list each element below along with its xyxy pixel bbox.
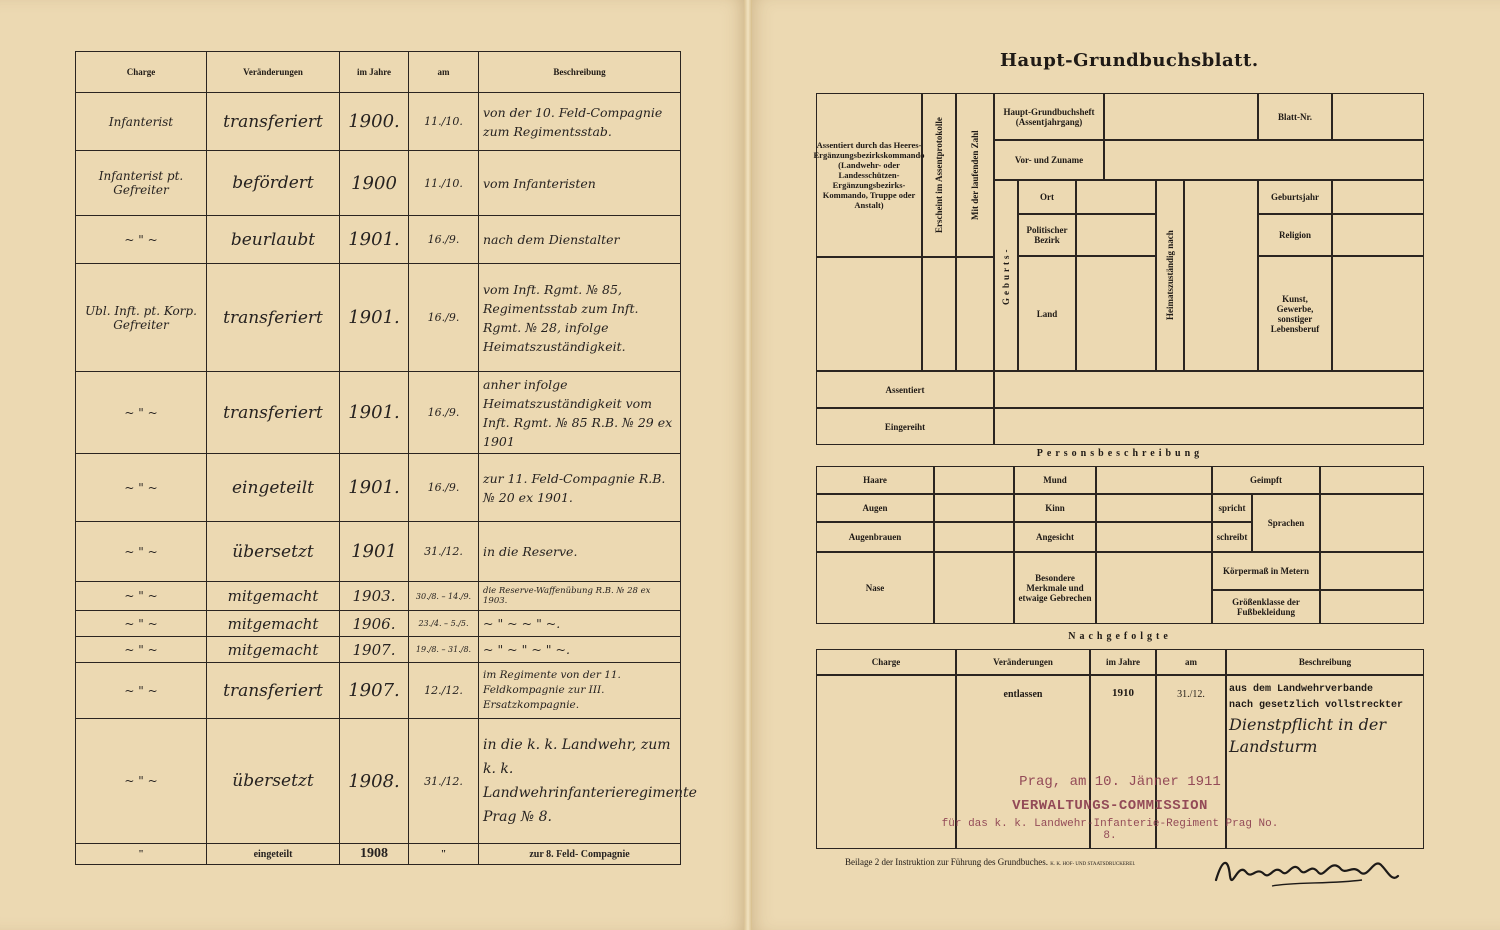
augen-label: Augen — [816, 494, 934, 522]
cell-description: zur 8. Feld- Compagnie — [479, 844, 681, 865]
augenbrauen-label: Augenbrauen — [816, 522, 934, 552]
cell-charge: ~ " ~ — [76, 611, 207, 637]
hauptgrundbuchsheft-value — [1104, 93, 1258, 140]
cell-description: nach dem Dienstalter — [479, 216, 681, 264]
angesicht-value — [1096, 522, 1212, 552]
follow-header-year: im Jahre — [1090, 649, 1156, 675]
cell-change: mitgemacht — [207, 582, 340, 611]
cell-date: 16./9. — [409, 264, 479, 372]
assentiert-label: Assentiert — [816, 371, 994, 408]
land-label: Land — [1018, 256, 1076, 371]
kinn-value — [1096, 494, 1212, 522]
cell-change: eingeteilt — [207, 844, 340, 865]
cell-change: übersetzt — [207, 719, 340, 844]
cell-date: 23./4. – 5./5. — [409, 611, 479, 637]
nase-label: Nase — [816, 552, 934, 624]
assentiert-durch-label: Assentiert durch das Heeres-Ergänzungsbezirkskommando (Landwehr- oder Landesschützen-Ergänzungsbezirks-Kommando, Truppe oder Anstalt) — [816, 93, 922, 257]
eingereiht-label: Eingereiht — [816, 408, 994, 445]
table-row — [76, 844, 681, 865]
cell-year: 1901. — [340, 454, 409, 522]
cell-change: übersetzt — [207, 522, 340, 582]
blatt-nr-value — [1332, 93, 1424, 140]
cell-date: 11./10. — [409, 151, 479, 216]
header-year: im Jahre — [340, 52, 409, 93]
cell-year: 1903. — [340, 582, 409, 611]
augen-value — [934, 494, 1014, 522]
eingereiht-value — [994, 408, 1424, 445]
politischer-bezirk-label: Politischer Bezirk — [1018, 214, 1076, 256]
table-row — [76, 663, 681, 719]
cell-year: 1901. — [340, 216, 409, 264]
cell-description: anher infolge Heimatszuständigkeit vom Inft. Rgmt. № 85 R.B. № 29 ex 1901 — [479, 372, 681, 454]
cell-year: 1900 — [340, 151, 409, 216]
geimpft-value — [1320, 466, 1424, 494]
laufende-zahl-value — [956, 257, 994, 371]
follow-cell-year: 1910 — [1090, 675, 1156, 849]
follow-cell-date: 31./12. — [1156, 675, 1226, 849]
table-header-row — [76, 52, 681, 93]
beruf-label: Kunst, Gewerbe, sonstiger Lebensberuf — [1258, 256, 1332, 371]
koerpermass-value — [1320, 552, 1424, 590]
augenbrauen-value — [934, 522, 1014, 552]
table-row — [76, 637, 681, 663]
merkmale-value — [1096, 552, 1212, 624]
groessenklasse-label: Größenklasse der Fußbekleidung — [1212, 590, 1320, 624]
cell-date: 30./8. – 14./9. — [409, 582, 479, 611]
cell-description: zur 11. Feld-Compagnie R.B. № 20 ex 1901. — [479, 454, 681, 522]
cell-charge: Ubl. Inft. pt. Korp. Gefreiter — [76, 264, 207, 372]
header-date: am — [409, 52, 479, 93]
header-charge: Charge — [76, 52, 207, 93]
follow-header-changes: Veränderungen — [956, 649, 1090, 675]
cell-date: 16./9. — [409, 454, 479, 522]
ort-label: Ort — [1018, 180, 1076, 214]
cell-date: 31./12. — [409, 522, 479, 582]
cell-year: 1907. — [340, 663, 409, 719]
assentiert-durch-value — [816, 257, 922, 371]
nachgefolgte-heading: Nachgefolgte — [1068, 631, 1172, 642]
cell-charge: ~ " ~ — [76, 719, 207, 844]
form-footer — [845, 857, 1135, 867]
cell-charge: ~ " ~ — [76, 522, 207, 582]
follow-desc-line: aus dem Landwehrverbande — [1229, 684, 1374, 695]
cell-year: 1907. — [340, 637, 409, 663]
cell-year: 1900. — [340, 93, 409, 151]
koerpermass-label: Körpermaß in Metern — [1212, 552, 1320, 590]
cell-date: 19./8. – 31./8. — [409, 637, 479, 663]
cell-charge: ~ " ~ — [76, 582, 207, 611]
kinn-label: Kinn — [1014, 494, 1096, 522]
follow-header-charge: Charge — [816, 649, 956, 675]
name-label: Vor- und Zuname — [994, 140, 1104, 180]
cell-description: im Regimente von der 11. Feldkompagnie zur III. Ersatzkompagnie. — [479, 663, 681, 719]
cell-year: 1901. — [340, 372, 409, 454]
form-title: Haupt-Grundbuchsblatt. — [1000, 50, 1259, 71]
follow-desc-line: Dienstpflicht in der — [1229, 715, 1387, 734]
geimpft-label: Geimpft — [1212, 466, 1320, 494]
sprachen-label: Sprachen — [1252, 494, 1320, 552]
cell-year: 1901 — [340, 522, 409, 582]
cell-charge: " — [76, 844, 207, 865]
cell-date: 16./9. — [409, 216, 479, 264]
cell-charge: ~ " ~ — [76, 637, 207, 663]
table-row — [76, 216, 681, 264]
table-row — [76, 372, 681, 454]
page-fold — [744, 0, 752, 930]
blatt-nr-label: Blatt-Nr. — [1258, 93, 1332, 140]
header-changes: Veränderungen — [207, 52, 340, 93]
erscheint-value — [922, 257, 956, 371]
follow-header-date: am — [1156, 649, 1226, 675]
signature — [1212, 842, 1402, 902]
cell-description: in die Reserve. — [479, 522, 681, 582]
cell-date: " — [409, 844, 479, 865]
geburtsjahr-value — [1332, 180, 1424, 214]
personsbeschreibung-heading: Personsbeschreibung — [1036, 448, 1204, 459]
cell-year: 1908. — [340, 719, 409, 844]
cell-charge: ~ " ~ — [76, 216, 207, 264]
heimatszustaendig-label: Heimatszuständig nach — [1156, 180, 1184, 371]
cell-charge: ~ " ~ — [76, 454, 207, 522]
cell-change: beurlaubt — [207, 216, 340, 264]
follow-cell-charge — [816, 675, 956, 849]
cell-description: ~ " ~ " ~ " ~. — [479, 637, 681, 663]
assentiert-value — [994, 371, 1424, 408]
cell-charge: ~ " ~ — [76, 663, 207, 719]
footer-printer: K. K. HOF- UND STAATSDRUCKEREI. — [1050, 862, 1136, 867]
nase-value — [934, 552, 1014, 624]
table-row — [76, 522, 681, 582]
name-value — [1104, 140, 1424, 180]
cell-description: die Reserve-Waffenübung R.B. № 28 ex 1903. — [479, 582, 681, 611]
table-row — [76, 611, 681, 637]
cell-date: 16./9. — [409, 372, 479, 454]
cell-charge: ~ " ~ — [76, 372, 207, 454]
cell-change: transferiert — [207, 372, 340, 454]
cell-year: 1901. — [340, 264, 409, 372]
follow-header-description: Beschreibung — [1226, 649, 1424, 675]
header-description: Beschreibung — [479, 52, 681, 93]
cell-change: mitgemacht — [207, 611, 340, 637]
stamp-regiment: für das k. k. Landwehr-Infanterie-Regiment Prag No. 8. — [941, 818, 1279, 842]
table-row — [76, 719, 681, 844]
sprachen-value — [1320, 494, 1424, 552]
cell-date: 11./10. — [409, 93, 479, 151]
cell-charge: Infanterist pt. Gefreiter — [76, 151, 207, 216]
table-row — [76, 93, 681, 151]
cell-year: 1906. — [340, 611, 409, 637]
cell-change: eingeteilt — [207, 454, 340, 522]
hauptgrundbuchsheft-label: Haupt-Grundbuchsheft (Assentjahrgang) — [994, 93, 1104, 140]
follow-cell-change: entlassen — [956, 675, 1090, 849]
ort-value — [1076, 180, 1156, 214]
mund-label: Mund — [1014, 466, 1096, 494]
haare-label: Haare — [816, 466, 934, 494]
geburtsjahr-label: Geburtsjahr — [1258, 180, 1332, 214]
geburts-label: Geburts- — [994, 180, 1018, 371]
cell-description: ~ " ~ ~ " ~. — [479, 611, 681, 637]
spricht-label: spricht — [1212, 494, 1252, 522]
beruf-value — [1332, 256, 1424, 371]
cell-change: mitgemacht — [207, 637, 340, 663]
cell-year: 1908 — [340, 844, 409, 865]
cell-change: befördert — [207, 151, 340, 216]
schreibt-label: schreibt — [1212, 522, 1252, 552]
table-row — [76, 582, 681, 611]
cell-description: von der 10. Feld-Compagnie zum Regimentsstab. — [479, 93, 681, 151]
haare-value — [934, 466, 1014, 494]
cell-description: vom Infanteristen — [479, 151, 681, 216]
cell-change: transferiert — [207, 264, 340, 372]
heimatszustaendig-value — [1184, 180, 1258, 371]
erscheint-label: Erscheint im Assentprotokolle — [922, 93, 956, 257]
stamp-date: Prag, am 10. Jänner 1911 — [1019, 774, 1221, 790]
mund-value — [1096, 466, 1212, 494]
groessenklasse-value — [1320, 590, 1424, 624]
table-row — [76, 151, 681, 216]
laufende-zahl-label: Mit der laufenden Zahl — [956, 93, 994, 257]
cell-description: in die k. k. Landwehr, zum k. k. Landwehrinfanterieregimente Prag № 8. — [479, 719, 681, 844]
religion-label: Religion — [1258, 214, 1332, 256]
religion-value — [1332, 214, 1424, 256]
land-value — [1076, 256, 1156, 371]
cell-date: 12./12. — [409, 663, 479, 719]
follow-desc-line: Landsturm — [1229, 737, 1318, 756]
follow-desc-line: nach gesetzlich vollstreckter — [1229, 700, 1404, 711]
official-stamp — [940, 774, 1280, 842]
footer-text: Beilage 2 der Instruktion zur Führung des Grundbuches. — [845, 857, 1048, 867]
cell-charge: Infanterist — [76, 93, 207, 151]
service-record-table — [75, 51, 697, 865]
cell-description: vom Inft. Rgmt. № 85, Regimentsstab zum Inft. Rgmt. № 28, infolge Heimatszuständigkeit. — [479, 264, 681, 372]
cell-change: transferiert — [207, 663, 340, 719]
angesicht-label: Angesicht — [1014, 522, 1096, 552]
table-row — [76, 454, 681, 522]
merkmale-label: Besondere Merkmale und etwaige Gebrechen — [1014, 552, 1096, 624]
cell-change: transferiert — [207, 93, 340, 151]
cell-date: 31./12. — [409, 719, 479, 844]
table-row — [76, 264, 681, 372]
stamp-commission: VERWALTUNGS-COMMISSION — [1012, 798, 1208, 814]
politischer-bezirk-value — [1076, 214, 1156, 256]
